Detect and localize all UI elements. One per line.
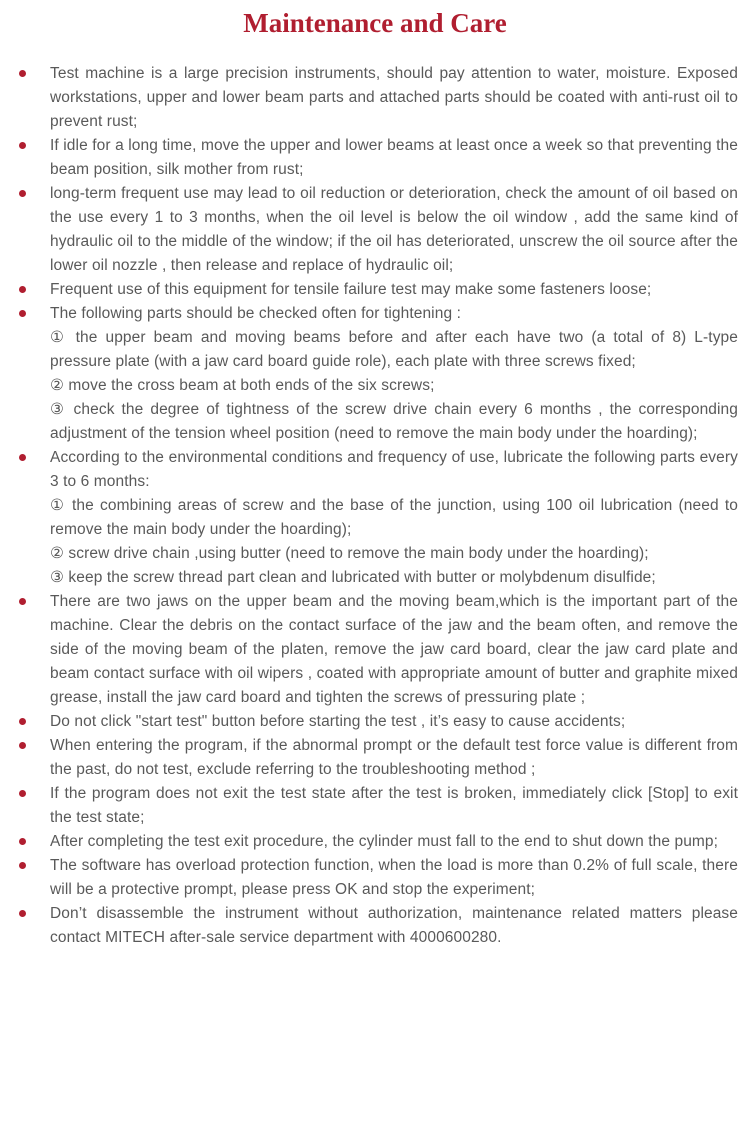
list-item [0, 446, 750, 590]
paragraph-line: ① the upper beam and moving beams before and after each have two (a total of 8) L-type pressure plate (with a jaw card board guide role), each plate with three screws fixed; [50, 329, 738, 370]
paragraph-line: There are two jaws on the upper beam and the moving beam,which is the important part of the machine. Clear the debris on the contact surface of the jaw and the beam often, and remove the side of the moving beam of the platen, remove the jaw card board, clear the jaw card plate and beam contact surface with oil wipers , coated with appropriate amount of butter and graphite mixed grease, install the jaw card board and tighten the screws of pressuring plate ; [50, 593, 738, 706]
list-item-text [50, 446, 738, 590]
page-title: Maintenance and Care [243, 8, 507, 38]
paragraph-line: ③ keep the screw thread part clean and lubricated with butter or molybdenum disulfide; [50, 569, 656, 586]
list-item-text [50, 830, 738, 854]
list-item-text [50, 854, 738, 902]
list-item-text [50, 182, 738, 278]
bullet-icon [19, 142, 26, 149]
list-item [0, 62, 750, 134]
list-item [0, 134, 750, 182]
paragraph-line: Frequent use of this equipment for tensile failure test may make some fasteners loose; [50, 281, 652, 298]
paragraph-line: ① the combining areas of screw and the base of the junction, using 100 oil lubrication (need to remove the main body under the hoarding); [50, 497, 738, 538]
paragraph-line: Test machine is a large precision instruments, should pay attention to water, moisture. Exposed workstations, upper and lower beam parts and attached parts should be coated with anti-rust oil to prevent rust; [50, 65, 738, 130]
list-item-text [50, 710, 738, 734]
paragraph-line: Do not click "start test" button before starting the test , it’s easy to cause accidents; [50, 713, 626, 730]
list-item-text [50, 302, 738, 446]
paragraph-line: Don’t disassemble the instrument without authorization, maintenance related matters please contact MITECH after-sale service department with 4000600280. [50, 905, 738, 946]
paragraph-line: ② move the cross beam at both ends of the six screws; [50, 377, 435, 394]
bullet-icon [19, 310, 26, 317]
bullet-icon [19, 838, 26, 845]
list-item [0, 902, 750, 950]
bullet-icon [19, 598, 26, 605]
paragraph-line: long-term frequent use may lead to oil reduction or deterioration, check the amount of oil based on the use every 1 to 3 months, when the oil level is below the oil window , add the same kind of hydraulic oil to the middle of the window; if the oil has deteriorated, unscrew the oil source after the lower oil nozzle , then release and replace of hydraulic oil; [50, 185, 738, 274]
list-item [0, 710, 750, 734]
bullet-icon [19, 742, 26, 749]
bullet-icon [19, 862, 26, 869]
list-item [0, 590, 750, 710]
paragraph-line: When entering the program, if the abnormal prompt or the default test force value is different from the past, do not test, exclude referring to the troubleshooting method ; [50, 737, 738, 778]
bullet-icon [19, 454, 26, 461]
list-item-text [50, 134, 738, 182]
list-item-text [50, 902, 738, 950]
paragraph-line: ③ check the degree of tightness of the screw drive chain every 6 months , the corresponding adjustment of the tension wheel position (need to remove the main body under the hoarding); [50, 401, 738, 442]
bullet-icon [19, 790, 26, 797]
list-item-text [50, 590, 738, 710]
list-item [0, 182, 750, 278]
list-item [0, 302, 750, 446]
list-item-text [50, 62, 738, 134]
list-item-text [50, 278, 738, 302]
paragraph-line: After completing the test exit procedure, the cylinder must fall to the end to shut down the pump; [50, 833, 719, 850]
list-item-text [50, 782, 738, 830]
bullet-icon [19, 718, 26, 725]
bullet-icon [19, 70, 26, 77]
bullet-icon [19, 910, 26, 917]
bullet-icon [19, 286, 26, 293]
paragraph-line: According to the environmental conditions and frequency of use, lubricate the following parts every 3 to 6 months: [50, 449, 738, 490]
paragraph-line: The following parts should be checked often for tightening : [50, 305, 461, 322]
list-item [0, 854, 750, 902]
list-item [0, 830, 750, 854]
paragraph-line: If idle for a long time, move the upper and lower beams at least once a week so that preventing the beam position, silk mother from rust; [50, 137, 738, 178]
list-item [0, 782, 750, 830]
paragraph-line: If the program does not exit the test state after the test is broken, immediately click [Stop] to exit the test state; [50, 785, 738, 826]
list-item [0, 734, 750, 782]
maintenance-list [0, 62, 750, 950]
list-item [0, 278, 750, 302]
paragraph-line: The software has overload protection function, when the load is more than 0.2% of full scale, there will be a protective prompt, please press OK and stop the experiment; [50, 857, 738, 898]
bullet-icon [19, 190, 26, 197]
paragraph-line: ② screw drive chain ,using butter (need to remove the main body under the hoarding); [50, 545, 649, 562]
list-item-text [50, 734, 738, 782]
